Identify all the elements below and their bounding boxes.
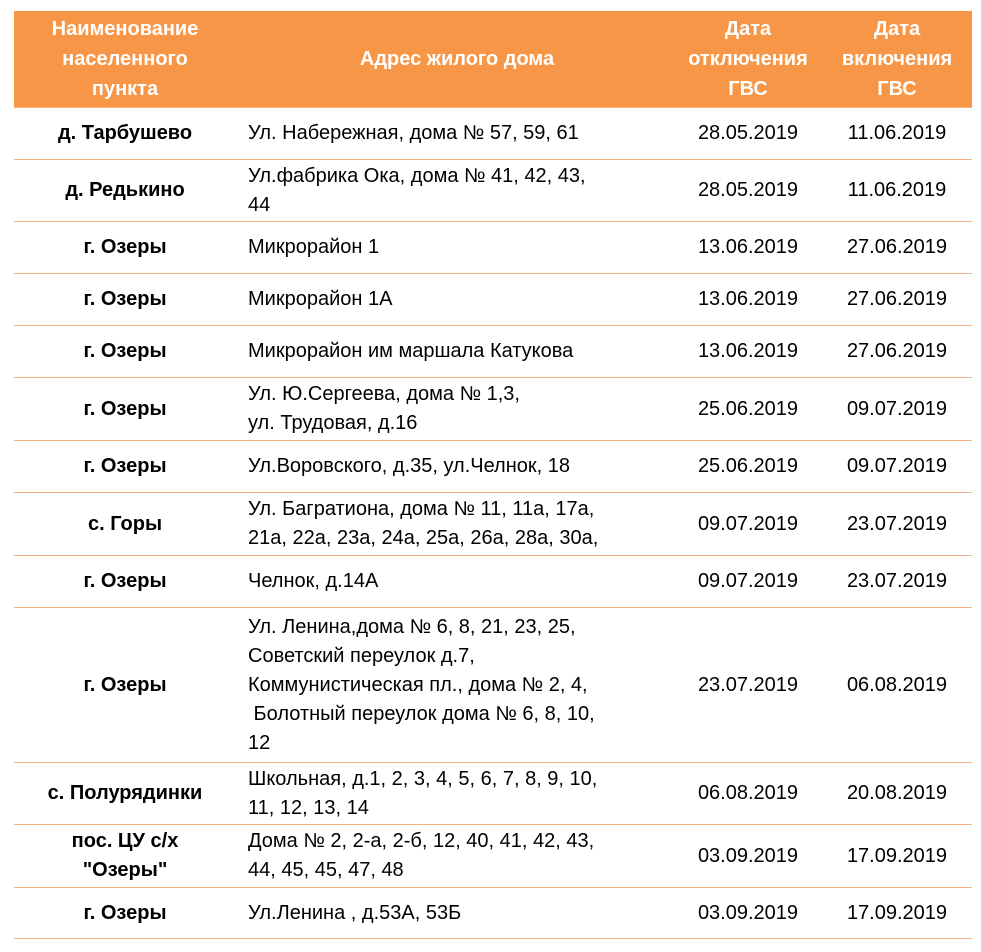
settlement-cell bbox=[14, 608, 236, 763]
address-cell bbox=[236, 108, 674, 160]
settlement-cell bbox=[14, 493, 236, 556]
header-settlement bbox=[14, 11, 236, 108]
table-row bbox=[14, 108, 972, 160]
address-line: Болотный переулок дома № 6, 8, 10, bbox=[248, 702, 595, 725]
on-date-cell: 06.08.2019 bbox=[822, 608, 972, 763]
on-date-cell: 27.06.2019 bbox=[822, 326, 972, 378]
header-settlement-line: населенного bbox=[62, 48, 188, 70]
address-line: Ул. Ю.Сергеева, дома № 1,3, bbox=[248, 383, 520, 405]
table-row bbox=[14, 326, 972, 378]
on-date-cell: 11.06.2019 bbox=[822, 160, 972, 222]
settlement-line: г. Озеры bbox=[83, 901, 167, 924]
off-date-cell: 03.09.2019 bbox=[674, 825, 822, 888]
settlement-line: г. Озеры bbox=[83, 673, 167, 696]
address-line: Ул.Воровского, д.35, ул.Челнок, 18 bbox=[248, 455, 571, 477]
address-line: Ул.Ленина , д.53А, 53Б bbox=[248, 901, 462, 924]
settlement-line: г. Озеры bbox=[83, 455, 167, 477]
address-line: 11, 12, 13, 14 bbox=[248, 796, 369, 819]
address-line: Школьная, д.1, 2, 3, 4, 5, 6, 7, 8, 9, 10, bbox=[248, 767, 598, 790]
address-line: Челнок, д.14А bbox=[248, 570, 379, 592]
header-settlement-line: пункта bbox=[91, 78, 159, 100]
settlement-cell bbox=[14, 763, 236, 825]
header-off-date-line: ГВС bbox=[728, 78, 768, 100]
on-date-cell: 09.07.2019 bbox=[822, 441, 972, 493]
address-line: 12 bbox=[248, 731, 271, 754]
table-row bbox=[14, 888, 972, 939]
address-cell bbox=[236, 556, 674, 608]
address-cell bbox=[236, 378, 674, 441]
address-line: Советский переулок д.7, bbox=[248, 644, 475, 667]
on-date-cell: 27.06.2019 bbox=[822, 222, 972, 274]
address-line: Ул. Набережная, дома № 57, 59, 61 bbox=[248, 122, 579, 144]
settlement-line: пос. ЦУ с/х bbox=[71, 830, 179, 852]
on-date-cell: 17.09.2019 bbox=[822, 825, 972, 888]
address-cell bbox=[236, 441, 674, 493]
off-date-cell: 06.08.2019 bbox=[674, 763, 822, 825]
header-off-date bbox=[674, 11, 822, 108]
header-off-date-line: Дата bbox=[724, 18, 772, 40]
table-body bbox=[14, 108, 972, 939]
settlement-cell bbox=[14, 888, 236, 939]
settlement-line: "Озеры" bbox=[82, 859, 168, 881]
table-row bbox=[14, 763, 972, 825]
table-row bbox=[14, 274, 972, 326]
address-line: Микрорайон 1 bbox=[248, 236, 380, 258]
off-date-cell: 09.07.2019 bbox=[674, 493, 822, 556]
settlement-line: г. Озеры bbox=[83, 570, 167, 592]
on-date-cell: 23.07.2019 bbox=[822, 493, 972, 556]
header-off-date-line: отключения bbox=[688, 48, 808, 70]
off-date-cell: 25.06.2019 bbox=[674, 441, 822, 493]
settlement-cell bbox=[14, 160, 236, 222]
off-date-cell: 13.06.2019 bbox=[674, 326, 822, 378]
address-cell bbox=[236, 825, 674, 888]
off-date-cell: 28.05.2019 bbox=[674, 108, 822, 160]
address-cell bbox=[236, 222, 674, 274]
table-header-row bbox=[14, 11, 972, 108]
header-settlement-line: Наименование bbox=[51, 18, 199, 40]
off-date-cell: 23.07.2019 bbox=[674, 608, 822, 763]
settlement-cell bbox=[14, 441, 236, 493]
hot-water-schedule-table bbox=[14, 11, 972, 939]
address-cell bbox=[236, 274, 674, 326]
off-date-cell: 03.09.2019 bbox=[674, 888, 822, 939]
settlement-line: г. Озеры bbox=[83, 236, 167, 258]
table-row bbox=[14, 222, 972, 274]
off-date-cell: 13.06.2019 bbox=[674, 274, 822, 326]
on-date-cell: 17.09.2019 bbox=[822, 888, 972, 939]
settlement-line: г. Озеры bbox=[83, 397, 167, 420]
off-date-cell: 28.05.2019 bbox=[674, 160, 822, 222]
address-line: ул. Трудовая, д.16 bbox=[248, 412, 418, 434]
header-on-date bbox=[822, 11, 972, 108]
address-cell bbox=[236, 608, 674, 763]
off-date-cell: 13.06.2019 bbox=[674, 222, 822, 274]
table-row bbox=[14, 556, 972, 608]
address-line: Ул. Багратиона, дома № 11, 11а, 17а, bbox=[248, 498, 595, 520]
on-date-cell: 23.07.2019 bbox=[822, 556, 972, 608]
address-line: Ул.фабрика Ока, дома № 41, 42, 43, bbox=[248, 164, 586, 187]
settlement-line: г. Озеры bbox=[83, 288, 167, 310]
table-row bbox=[14, 441, 972, 493]
settlement-line: д. Тарбушево bbox=[57, 122, 193, 144]
on-date-cell: 11.06.2019 bbox=[822, 108, 972, 160]
address-cell bbox=[236, 763, 674, 825]
settlement-cell bbox=[14, 274, 236, 326]
settlement-cell bbox=[14, 825, 236, 888]
settlement-cell bbox=[14, 378, 236, 441]
table-row bbox=[14, 608, 972, 763]
header-on-date-line: Дата bbox=[873, 18, 921, 40]
address-cell bbox=[236, 160, 674, 222]
settlement-line: г. Озеры bbox=[83, 340, 167, 362]
table-row bbox=[14, 825, 972, 888]
settlement-line: д. Редькино bbox=[65, 179, 185, 201]
header-on-date-line: включения bbox=[841, 48, 953, 70]
header-on-date-line: ГВС bbox=[877, 78, 917, 100]
settlement-cell bbox=[14, 556, 236, 608]
table-row bbox=[14, 493, 972, 556]
address-line: Микрорайон 1А bbox=[248, 288, 393, 310]
on-date-cell: 20.08.2019 bbox=[822, 763, 972, 825]
settlement-cell bbox=[14, 326, 236, 378]
settlement-line: с. Горы bbox=[87, 512, 163, 535]
address-line: 44, 45, 45, 47, 48 bbox=[248, 859, 404, 881]
table-row bbox=[14, 160, 972, 222]
address-cell bbox=[236, 326, 674, 378]
address-line: Дома № 2, 2-а, 2-б, 12, 40, 41, 42, 43, bbox=[248, 830, 595, 852]
settlement-cell bbox=[14, 108, 236, 160]
settlement-line: с. Полурядинки bbox=[47, 782, 203, 804]
address-line: Микрорайон им маршала Катукова bbox=[248, 340, 574, 362]
on-date-cell: 27.06.2019 bbox=[822, 274, 972, 326]
address-line: Ул. Ленина,дома № 6, 8, 21, 23, 25, bbox=[248, 615, 576, 638]
address-line: 44 bbox=[248, 193, 271, 216]
off-date-cell: 09.07.2019 bbox=[674, 556, 822, 608]
off-date-cell: 25.06.2019 bbox=[674, 378, 822, 441]
table-row bbox=[14, 378, 972, 441]
on-date-cell: 09.07.2019 bbox=[822, 378, 972, 441]
address-cell bbox=[236, 493, 674, 556]
header-address: Адрес жилого дома bbox=[236, 11, 674, 108]
address-line: 21а, 22а, 23а, 24а, 25а, 26а, 28а, 30а, bbox=[248, 527, 599, 549]
settlement-cell bbox=[14, 222, 236, 274]
schedule-sheet bbox=[14, 11, 972, 939]
address-cell bbox=[236, 888, 674, 939]
address-line: Коммунистическая пл., дома № 2, 4, bbox=[248, 673, 588, 696]
